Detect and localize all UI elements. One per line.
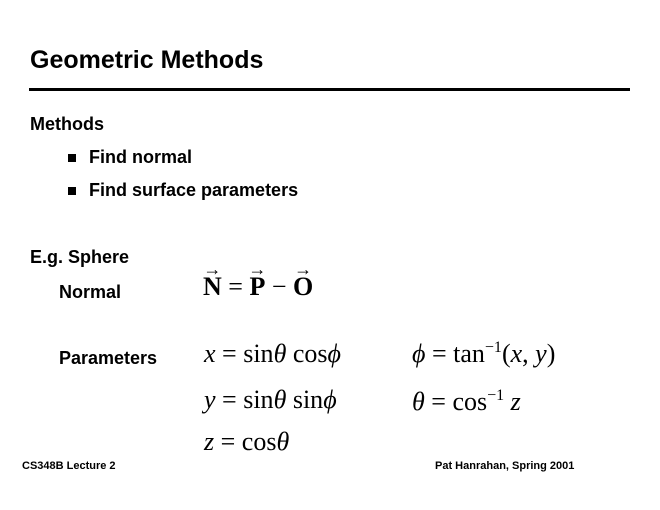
footer-left: CS348B Lecture 2 [22, 460, 116, 472]
bullet-text: Find normal [89, 147, 192, 167]
bullet-find-surface-parameters [68, 180, 298, 201]
section-methods: Methods [30, 114, 104, 134]
equation-z: z = cosθ [204, 427, 290, 456]
equation-x: x = sinθ cosϕ [204, 339, 341, 368]
section-example: E.g. Sphere [30, 247, 130, 267]
title-divider [29, 88, 630, 91]
normal-label: Normal [59, 282, 122, 302]
equation-phi: $\phi = \tan^{-1}(x$, y) [412, 339, 556, 368]
normal-equation: → N = → P − → O [203, 272, 313, 302]
vector-o: → O [293, 272, 313, 302]
equation-theta: $\theta = \cos^{-1} z$ [412, 387, 521, 416]
bullet-text: Find surface parameters [89, 180, 299, 200]
slide-title: Geometric Methods [30, 46, 264, 74]
parameters-label: Parameters [59, 348, 158, 368]
footer-right: Pat Hanrahan, Spring 2001 [435, 460, 575, 472]
vector-p: → P [249, 272, 265, 302]
square-bullet-icon [68, 154, 76, 162]
vector-n: → N [203, 272, 222, 302]
equation-y: y = sinθ sinϕ [204, 385, 337, 414]
square-bullet-icon [68, 187, 76, 195]
bullet-find-normal [68, 147, 192, 168]
